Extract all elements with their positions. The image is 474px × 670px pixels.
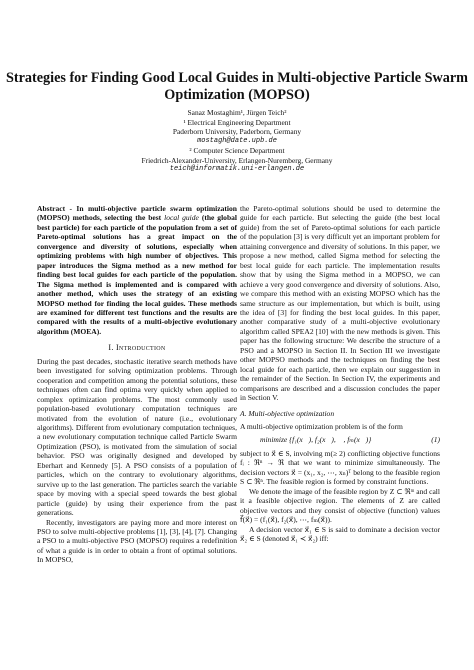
subsection-heading: A. Multi-objective optimization (240, 408, 335, 418)
dominate-paragraph: A decision vector x⃗₁ ∈ S is said to dominate a decision vector x⃗₂ ∈ S (denoted x⃗₁ ≺ x⃗₂) iff: (240, 524, 440, 543)
left-column (37, 204, 237, 565)
right-column (240, 204, 440, 543)
affiliation-line: ¹ Electrical Engineering Department (183, 117, 291, 127)
affiliations (0, 118, 474, 175)
affiliation-line: teich@informatik.uni-erlangen.de (169, 165, 305, 173)
paper-title: Strategies for Finding Good Local Guides in Multi-objective Particle Swarm Optimization (MOPSO) (6, 70, 468, 103)
author-block (0, 108, 474, 175)
abstract-emphasis: local guide (164, 213, 199, 223)
intro-paragraph-1: During the past decades, stochastic iterative search methods have been investigated for solving optimization problems. Through cooperation and competition among the potential solutions, these techniques often can find optima very quickly when applied to complex optimization problems. The most commonly used population-based evolutionary computation techniques are motivated from the evolution of nature (i.e., evolutionary algorithms). Different from evolutionary computation techniques, a new evolutionary computation technique called Particle Swarm Optimization (PSO), is motivated from the simulation of social behavior. PSO was originally designed and developed by Eberhart and Kennedy [5]. A PSO consists of a population of particles, which on the contrary to evolutionary algorithms, survive up to the last generation. The particles search the variable space by moving with a special speed towards the best global particle (guide) by using their experience from the past generations. (37, 356, 237, 518)
intro-continuation: the Pareto-optimal solutions should be used to determine the guide for each particle. But selecting the guide (the best local guide) from the set of Pareto-optimal solutions for each particle of the population [3] is very difficult yet an important problem for attaining convergence and diversity of solutions. In this paper, we propose a new method, called Sigma method for selecting the best local guide for each particle. The implementation results show that by using the Sigma method in a MOPSO, we can achieve a very good convergence and diversity of solutions. Also, we compare this method with an existing MOPSO which has the same structure as our implementation, but which is built, using the idea of [3] for finding the best local guides. In this paper, another comparative study of a multi-objective evolutionary algorithm called SPEA2 [10] with the new methods is given. This paper has the following structure: We describe the structure of a PSO and a MOPSO in Section II. In Section III we investigate other MOPSO methods and the techniques on finding the best local guide for each particle, then we explain our suggestion in the remainder of the Section. In Section IV, the experiments and comparisons are described and a discussion concludes the paper in Section V. (240, 204, 440, 403)
section-heading-introduction: I. Introduction (108, 343, 166, 353)
abstract (37, 204, 237, 336)
affiliation-line: Paderborn University, Paderborn, Germany (172, 127, 302, 136)
abstract-body: (the global best particle) for each particle of the population from a set of Pareto-optimal solutions has a great impact on the convergence and diversity of solutions, especially when optimizing problems with high number of objectives. This paper introduces the Sigma method as a new method for finding best local guides for each particle of the population. The Sigma method is implemented and is compared with another method, which uses the strategy of an existing MOPSO method for finding the local guides. These methods are examined for different test functions and the results are compared with the results of a multi-objective evolutionary algorithm (MOEA). (37, 213, 238, 336)
constraint-paragraph: subject to x⃗ ∈ S, involving m(≥ 2) conflicting objective functions fᵢ : ℜⁿ → ℜ that we want to minimize simultaneously. The decision vectors x⃗ = (x₁, x₂, ⋯, xₙ)ᵀ belong to the feasible region S ⊂ ℜⁿ. The feasible region is formed by constraint functions. (240, 448, 440, 487)
intro-paragraph-2: Recently, investigators are paying more and more interest on PSO to solve multi-objective problems [1], [3], [4], [7]. Changing a PSO to a multi-objective PSO (MOPSO) requires a redefinition of what a guide is in order to obtain a front of optimal solutions. In MOPSO, (37, 517, 237, 565)
affiliation-line: mostagh@date.upb.de (197, 136, 277, 145)
equation-number: (1) (431, 435, 440, 445)
image-paragraph: We denote the image of the feasible region by Z ⊂ ℜᵐ and call it a feasible objective region. The elements of Z are called objective vectors and they consist of objective (function) values f⃗(x⃗) = (f₁(x⃗), f₂(x⃗), ⋯, fₘ(x⃗)). (240, 486, 440, 525)
equation-1 (240, 435, 440, 444)
equation-body: minimize {f₁(x⃗), f₂(x⃗), ⋯, fₘ(x⃗)} (260, 435, 372, 445)
abstract-lead: Abstract - In multi-objective particle swarm optimization (MOPSO) methods, selecting the best (37, 204, 237, 223)
authors: Sanaz Mostaghim¹, Jürgen Teich² (187, 108, 287, 117)
mo-paragraph: A multi-objective optimization problem is of the form (240, 421, 403, 431)
affiliation-line: Friedrich-Alexander-University, Erlangen-Nuremberg, Germany (141, 155, 333, 165)
affiliation-line: ² Computer Science Department (189, 146, 285, 155)
